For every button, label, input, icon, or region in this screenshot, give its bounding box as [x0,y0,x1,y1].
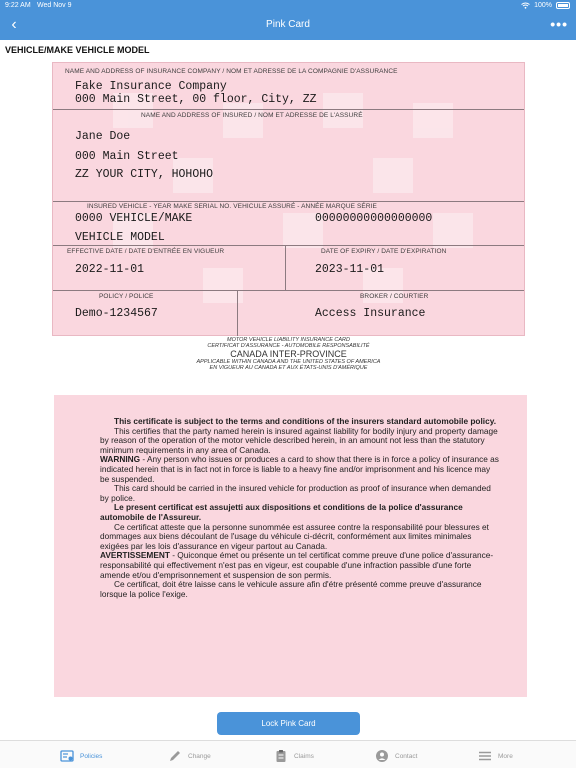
insurer-header: NAME AND ADDRESS OF INSURANCE COMPANY / NOM ET ADRESSE DE LA COMPAGNIE D'ASSURANCE [65,68,398,75]
divider-dates-vertical [285,245,286,290]
back-chevron-icon[interactable]: ‹ [11,16,17,33]
terms-p1: This certificate is subject to the terms and conditions of the insurers standard automobile policy. [114,416,497,426]
terms-p3 [100,455,500,484]
status-right [521,2,570,9]
battery-icon [556,2,570,9]
vehicle-title: VEHICLE/MAKE VEHICLE MODEL [5,45,150,55]
broker-header: BROKER / COURTIER [360,293,429,300]
broker-name: Access Insurance [315,307,426,320]
terms-p2: This certifies that the party named herein is insured against liability for bodily injury and property damage by reason of the operation of the motor vehicle described herein, in an amount not less than the statutory minimum requirements in any area of Canada. [100,425,498,455]
tab-contact[interactable] [375,745,417,767]
caption-line-3: CANADA INTER-PROVINCE [230,349,347,359]
tab-more-label: More [498,752,513,760]
insurer-address: 000 Main Street, 00 floor, City, ZZ [75,93,317,106]
clipboard-icon [274,749,288,763]
tab-change-label: Change [188,752,211,760]
pencil-icon [168,749,182,763]
caption-line-2: CERTIFICAT D'ASSURANCE - AUTOMOBILE RESPONSABILITÉ [207,343,370,349]
terms-p6: Ce certificat atteste que la personne sunommée est assuree contre la responsabilité pour blessures et dommages aux biens découlant de l'usage du véhicule ci-décrit, conformément aux limites minimales exigées par les lois d'assurance en vigeur partout au Canada. [100,521,489,551]
insured-name: Jane Doe [75,130,131,143]
tab-bar [0,740,576,768]
caption-line-4: APPLICABLE WITHIN CANADA AND THE UNITED STATES OF AMERICA [196,359,381,365]
vehicle-serial: 00000000000000000 [315,212,433,225]
status-date: Wed Nov 9 [37,2,72,9]
wifi-icon [521,2,530,9]
policy-number: Demo-1234567 [75,307,158,320]
expiry-date: 2023-11-01 [315,263,385,276]
tab-change[interactable] [168,745,211,767]
effective-date: 2022-11-01 [75,263,145,276]
battery-percent: 100% [534,2,552,9]
policies-icon [60,749,74,763]
insured-header: NAME AND ADDRESS OF INSURED / NOM ET ADRESSE DE L'ASSURÉ [141,112,363,119]
lock-pink-card-button[interactable]: Lock Pink Card [217,712,360,735]
terms-p7 [100,551,500,580]
tab-more[interactable] [478,745,513,767]
pink-card-front [52,62,525,336]
divider-1 [53,109,524,110]
caption-line-1: MOTOR VEHICLE LIABILITY INSURANCE CARD [227,337,350,343]
vehicle-line-2: VEHICLE MODEL [75,231,165,244]
insurer-name: Fake Insurance Company [75,80,227,93]
terms-text [100,417,500,599]
tab-contact-label: Contact [395,752,418,760]
warning-label: WARNING [100,454,141,465]
tab-policies[interactable] [60,745,102,767]
expiry-header: DATE OF EXPIRY / DATE D'EXPIRATION [321,248,447,255]
warning-text: - Any person who issues or produces a card to show that there is in force a policy of insurance as indicated herein that is in fact not in force is liable to a heavy fine and/or imprisonment and his licence may be suspended. [100,454,499,484]
more-dots-icon[interactable]: ••• [550,16,568,32]
divider-3 [53,245,524,246]
divider-2 [53,201,524,202]
policy-header: POLICY / POLICE [99,293,154,300]
status-time: 9:22 AM [5,2,31,9]
insured-city: ZZ YOUR CITY, HOHOHO [75,168,214,181]
effective-header: EFFECTIVE DATE / DATE D'ENTRÉE EN VIGUEUR [67,248,225,255]
divider-4 [53,290,524,291]
caption-line-5: EN VIGUEUR AU CANADA ET AUX ÉTATS-UNIS D'AMÉRIQUE [209,365,368,371]
tab-policies-label: Policies [80,752,103,760]
contact-icon [375,749,389,763]
avertissement-label: AVERTISSEMENT [100,550,170,561]
pink-card-back [54,395,527,697]
terms-p4: This card should be carried in the insured vehicle for production as proof of insurance when demanded by police. [100,483,491,503]
vehicle-line-1: 0000 VEHICLE/MAKE [75,212,193,225]
terms-p5: Le present certificat est assujetti aux dispositions et conditions de la police d'assurance automobile de l'Assureur. [100,502,463,522]
tab-claims-label: Claims [294,752,314,760]
status-bar [0,0,576,12]
nav-bar [0,12,576,40]
insured-street: 000 Main Street [75,150,179,163]
menu-icon [478,749,492,763]
divider-policy-vertical [237,290,238,336]
terms-p8: Ce certificat, doit étre laisse cans le vehicule assure afin d'étre présenté comme preuve d'assurance lorsque la police l'exige. [100,579,482,599]
vehicle-header: INSURED VEHICLE - YEAR MAKE SERIAL NO. VEHICULE ASSURÉ - ANNÉE MARQUE SÉRIE [87,203,377,210]
tab-claims[interactable] [274,745,314,767]
avertissement-text: - Quiconque émet ou présente un tel certificat comme preuve d'une police d'assurance-responsabilité qui effectivement n'est pas en vigeur, est coupable d'une infraction passible d'une forte amende et/ou d'emprisonnement et suspension de son permis. [100,550,494,580]
nav-title: Pink Card [266,19,310,30]
card-caption [52,337,525,371]
